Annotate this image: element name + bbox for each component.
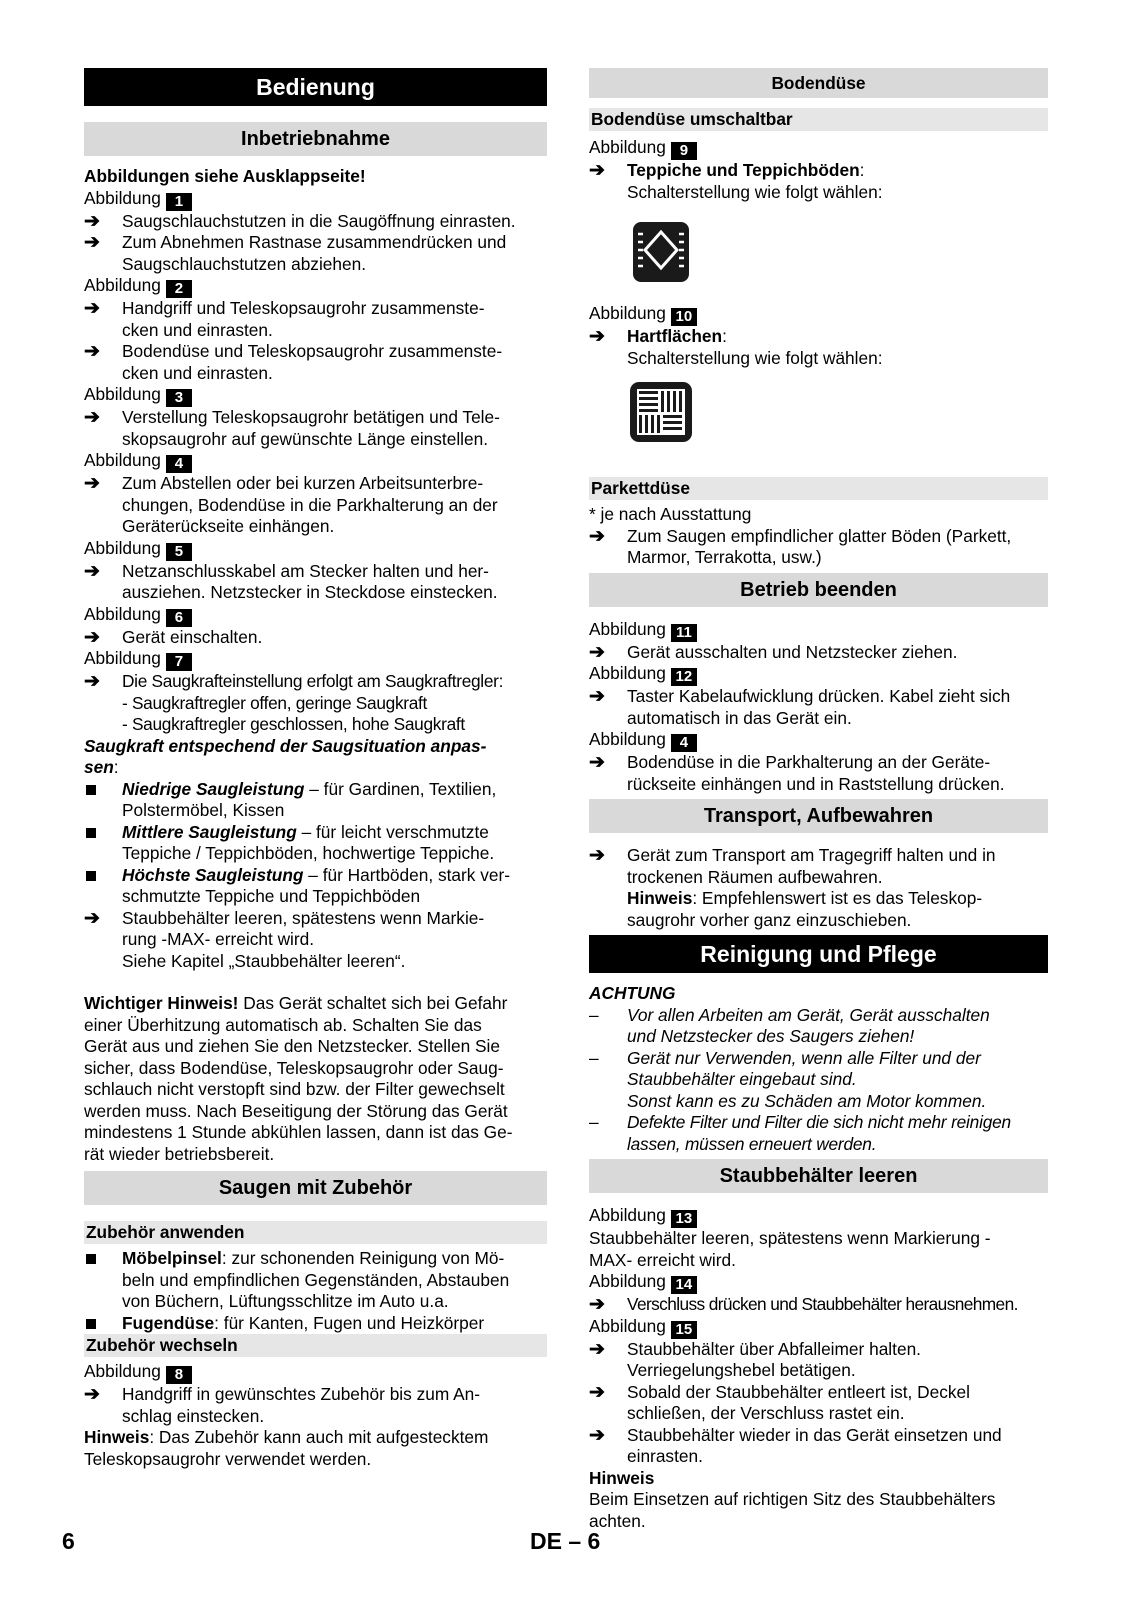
step: ➔ Gerät einschalten. <box>84 626 263 648</box>
section-heading-zubehoer: Saugen mit Zubehör <box>84 1171 547 1205</box>
achtung-label: ACHTUNG <box>589 983 676 1003</box>
figure-ref: Abbildung 14 <box>589 1271 1048 1294</box>
arrow-icon: ➔ <box>589 525 605 547</box>
warning-item: – Gerät nur Verwenden, wenn alle Filter und der Staubbehälter eingebaut sind. Sonst kann es zu Schäden am Motor kommen. <box>589 1047 987 1111</box>
step: ➔ Handgriff in gewünschtes Zubehör bis zum An- schlag einstecken. <box>84 1384 480 1426</box>
section-heading-transport: Transport, Aufbewahren <box>589 799 1048 833</box>
figure-ref: Abbildung 4 <box>589 729 1048 752</box>
warning-item: – Vor allen Arbeiten am Gerät, Gerät ausschalten und Netzstecker des Saugers ziehen! <box>589 1004 990 1046</box>
step: ➔ Staubbehälter wieder in das Gerät einsetzen und einrasten. <box>589 1424 1002 1466</box>
carpet-mode-icon <box>627 218 695 286</box>
arrow-icon: ➔ <box>589 752 605 773</box>
arrow-icon: ➔ <box>589 1424 605 1446</box>
hinweis-text: Beim Einsetzen auf richtigen Sitz des Staubbehälters achten. <box>589 1489 996 1531</box>
figure-ref: Abbildung 4 <box>84 450 547 473</box>
warning-item: – Defekte Filter und Filter die sich nicht mehr reinigen lassen, müssen erneuert werden. <box>589 1112 1011 1154</box>
section-heading-bodenduese: Bodendüse <box>589 68 1048 98</box>
arrow-icon: ➔ <box>84 626 100 648</box>
figure-ref: Abbildung 5 <box>84 538 547 561</box>
step: ➔ Verstellung Teleskopsaugrohr betätigen und Tele- skopsaugrohr auf gewünschte Länge einstellen. <box>84 407 500 449</box>
hardfloor-switch-figure <box>589 369 1048 469</box>
right-column <box>589 68 1048 1532</box>
arrow-icon: ➔ <box>84 671 100 692</box>
important-notice: Wichtiger Hinweis! Das Gerät schaltet sich bei Gefahr einer Überhitzung automatisch ab. Schalten Sie das Gerät aus und ziehen Sie den Netzstecker. Stellen Sie sicher, dass Bodendüse, Teleskopsaugrohr oder Saug- schlauch nicht verstopft sind bzw. der Filter gewechselt werden muss. Nach Beseitigung der Störung das Gerät mindestens 1 Stunde abkühlen lassen, dann ist das Ge- rät wieder betriebsbereit. <box>84 993 513 1164</box>
step: ➔ Netzanschlusskabel am Stecker halten und her- ausziehen. Netzstecker in Steckdose einstecken. <box>84 560 498 602</box>
arrow-icon: ➔ <box>84 1384 100 1405</box>
step: ➔ Sobald der Staubbehälter entleert ist, Deckel schließen, der Verschluss rastet ein. <box>589 1381 970 1423</box>
page-number-center: DE – 6 <box>530 1528 601 1554</box>
step: ➔ Zum Abstellen oder bei kurzen Arbeitsunterbre- chungen, Bodendüse in die Parkhalterung an der Geräterückseite einhängen. <box>84 473 498 536</box>
step: ➔ Staubbehälter über Abfalleimer halten. Verriegelungshebel betätigen. <box>589 1338 921 1380</box>
arrow-icon: ➔ <box>589 1381 605 1403</box>
bullet-item: Niedrige Saugleistung – für Gardinen, Textilien, Polstermöbel, Kissen <box>84 779 547 822</box>
section-heading-betrieb-beenden: Betrieb beenden <box>589 573 1048 607</box>
square-bullet-icon <box>86 828 96 838</box>
arrow-icon: ➔ <box>84 907 100 929</box>
step: ➔ Hartflächen: Schalterstellung wie folgt wählen: <box>589 326 883 368</box>
arrow-icon: ➔ <box>589 1338 605 1360</box>
hinweis-label: Hinweis <box>589 1467 655 1488</box>
step: ➔ Teppiche und Teppichböden: Schalterstellung wie folgt wählen: <box>589 160 883 202</box>
figure-ref: Abbildung 7 <box>84 648 547 671</box>
staub-text: Staubbehälter leeren, spätestens wenn Markierung - MAX- erreicht wird. <box>589 1228 991 1270</box>
section-title-bedienung: Bedienung <box>84 68 547 106</box>
figure-ref: Abbildung 12 <box>589 663 1048 686</box>
figure-ref: Abbildung 13 <box>589 1205 1048 1228</box>
arrow-icon: ➔ <box>84 560 100 582</box>
arrow-icon: ➔ <box>84 210 100 232</box>
step: ➔ Handgriff und Teleskopsaugrohr zusammenste- cken und einrasten. <box>84 298 485 340</box>
section-heading-inbetriebnahme: Inbetriebnahme <box>84 122 547 156</box>
arrow-icon: ➔ <box>84 232 100 253</box>
subheading-zubehoer-wechseln: Zubehör wechseln <box>84 1334 547 1357</box>
step: ➔ Bodendüse in die Parkhalterung an der Geräte- rückseite einhängen und in Raststellung drücken. <box>589 752 1005 794</box>
step: ➔ Verschluss drücken und Staubbehälter herausnehmen. <box>589 1294 1018 1315</box>
figure-ref: Abbildung 15 <box>589 1316 1048 1339</box>
step: ➔ Zum Abnehmen Rastnase zusammendrücken und Saugschlauchstutzen abziehen. <box>84 232 507 274</box>
step: ➔ Zum Saugen empfindlicher glatter Böden (Parkett, Marmor, Terrakotta, usw.) <box>589 525 1012 567</box>
subheading-parkettduese: Parkettdüse <box>589 477 1048 500</box>
arrow-icon: ➔ <box>84 473 100 494</box>
figure-ref: Abbildung 11 <box>589 619 1048 642</box>
figure-ref: Abbildung 3 <box>84 384 547 407</box>
subheading-bodenduese-umschaltbar: Bodendüse umschaltbar <box>589 108 1048 131</box>
ausstattung-note: * je nach Ausstattung <box>589 504 752 524</box>
step: ➔ Die Saugkrafteinstellung erfolgt am Saugkraftregler: - Saugkraftregler offen, geringe Saugkraft - Saugkraftregler geschlossen, hohe Saugkraft <box>84 671 504 734</box>
hinweis-note: Hinweis: Das Zubehör kann auch mit aufgestecktem Teleskopsaugrohr verwendet werden. <box>84 1427 489 1469</box>
step: ➔ Taster Kabelaufwicklung drücken. Kabel zieht sich automatisch in das Gerät ein. <box>589 686 1011 728</box>
arrow-icon: ➔ <box>589 845 605 866</box>
step: ➔ Gerät ausschalten und Netzstecker ziehen. <box>589 641 958 663</box>
square-bullet-icon <box>86 785 96 795</box>
figure-ref: Abbildung 6 <box>84 604 547 627</box>
arrow-icon: ➔ <box>84 298 100 319</box>
bullet-item: Fugendüse: für Kanten, Fugen und Heizkörper <box>84 1313 547 1335</box>
subheading-zubehoer-anwenden: Zubehör anwenden <box>84 1221 547 1244</box>
square-bullet-icon <box>86 1254 96 1264</box>
section-title-reinigung: Reinigung und Pflege <box>589 935 1048 973</box>
figure-ref: Abbildung 8 <box>84 1361 547 1384</box>
arrow-icon: ➔ <box>589 326 605 347</box>
arrow-icon: ➔ <box>589 160 605 181</box>
figure-ref: Abbildung 2 <box>84 275 547 298</box>
arrow-icon: ➔ <box>589 641 605 663</box>
figure-ref: Abbildung 1 <box>84 188 547 211</box>
bullet-item: Höchste Saugleistung – für Hartböden, stark ver- schmutzte Teppiche und Teppichböden <box>84 865 547 908</box>
bullet-item: Mittlere Saugleistung – für leicht verschmutzte Teppiche / Teppichböden, hochwertige Teppiche. <box>84 822 547 865</box>
bullet-item: Möbelpinsel: zur schonenden Reinigung von Mö- beln und empfindlichen Gegenständen, Abstauben von Büchern, Lüftungsschlitze im Auto u.a. <box>84 1248 547 1313</box>
arrow-icon: ➔ <box>589 686 605 707</box>
saugkraft-heading: Saugkraft entspechend der Saugsituation anpas- sen: <box>84 735 487 777</box>
section-heading-staubbehaelter: Staubbehälter leeren <box>589 1159 1048 1193</box>
step: ➔ Bodendüse und Teleskopsaugrohr zusammenste- cken und einrasten. <box>84 341 503 383</box>
figure-ref: Abbildung 10 <box>589 303 1048 326</box>
square-bullet-icon <box>86 871 96 881</box>
square-bullet-icon <box>86 1319 96 1329</box>
step: ➔ Saugschlauchstutzen in die Saugöffnung einrasten. <box>84 210 516 232</box>
arrow-icon: ➔ <box>84 407 100 428</box>
intro-note: Abbildungen siehe Ausklappseite! <box>84 166 366 186</box>
figure-ref: Abbildung 9 <box>589 137 1048 160</box>
arrow-icon: ➔ <box>589 1294 605 1315</box>
step: ➔ Staubbehälter leeren, spätestens wenn Markie- rung -MAX- erreicht wird. Siehe Kapitel „Staubbehälter leeren“. <box>84 907 485 971</box>
carpet-switch-figure <box>589 203 1048 303</box>
step: ➔ Gerät zum Transport am Tragegriff halten und in trockenen Räumen aufbewahren. Hinweis: Empfehlenswert ist es das Teleskop- saugrohr vorher ganz einzuschieben. <box>589 845 996 930</box>
page-number-left: 6 <box>62 1528 75 1554</box>
hard-floor-mode-icon <box>627 379 695 445</box>
left-column <box>84 68 547 1470</box>
arrow-icon: ➔ <box>84 341 100 362</box>
